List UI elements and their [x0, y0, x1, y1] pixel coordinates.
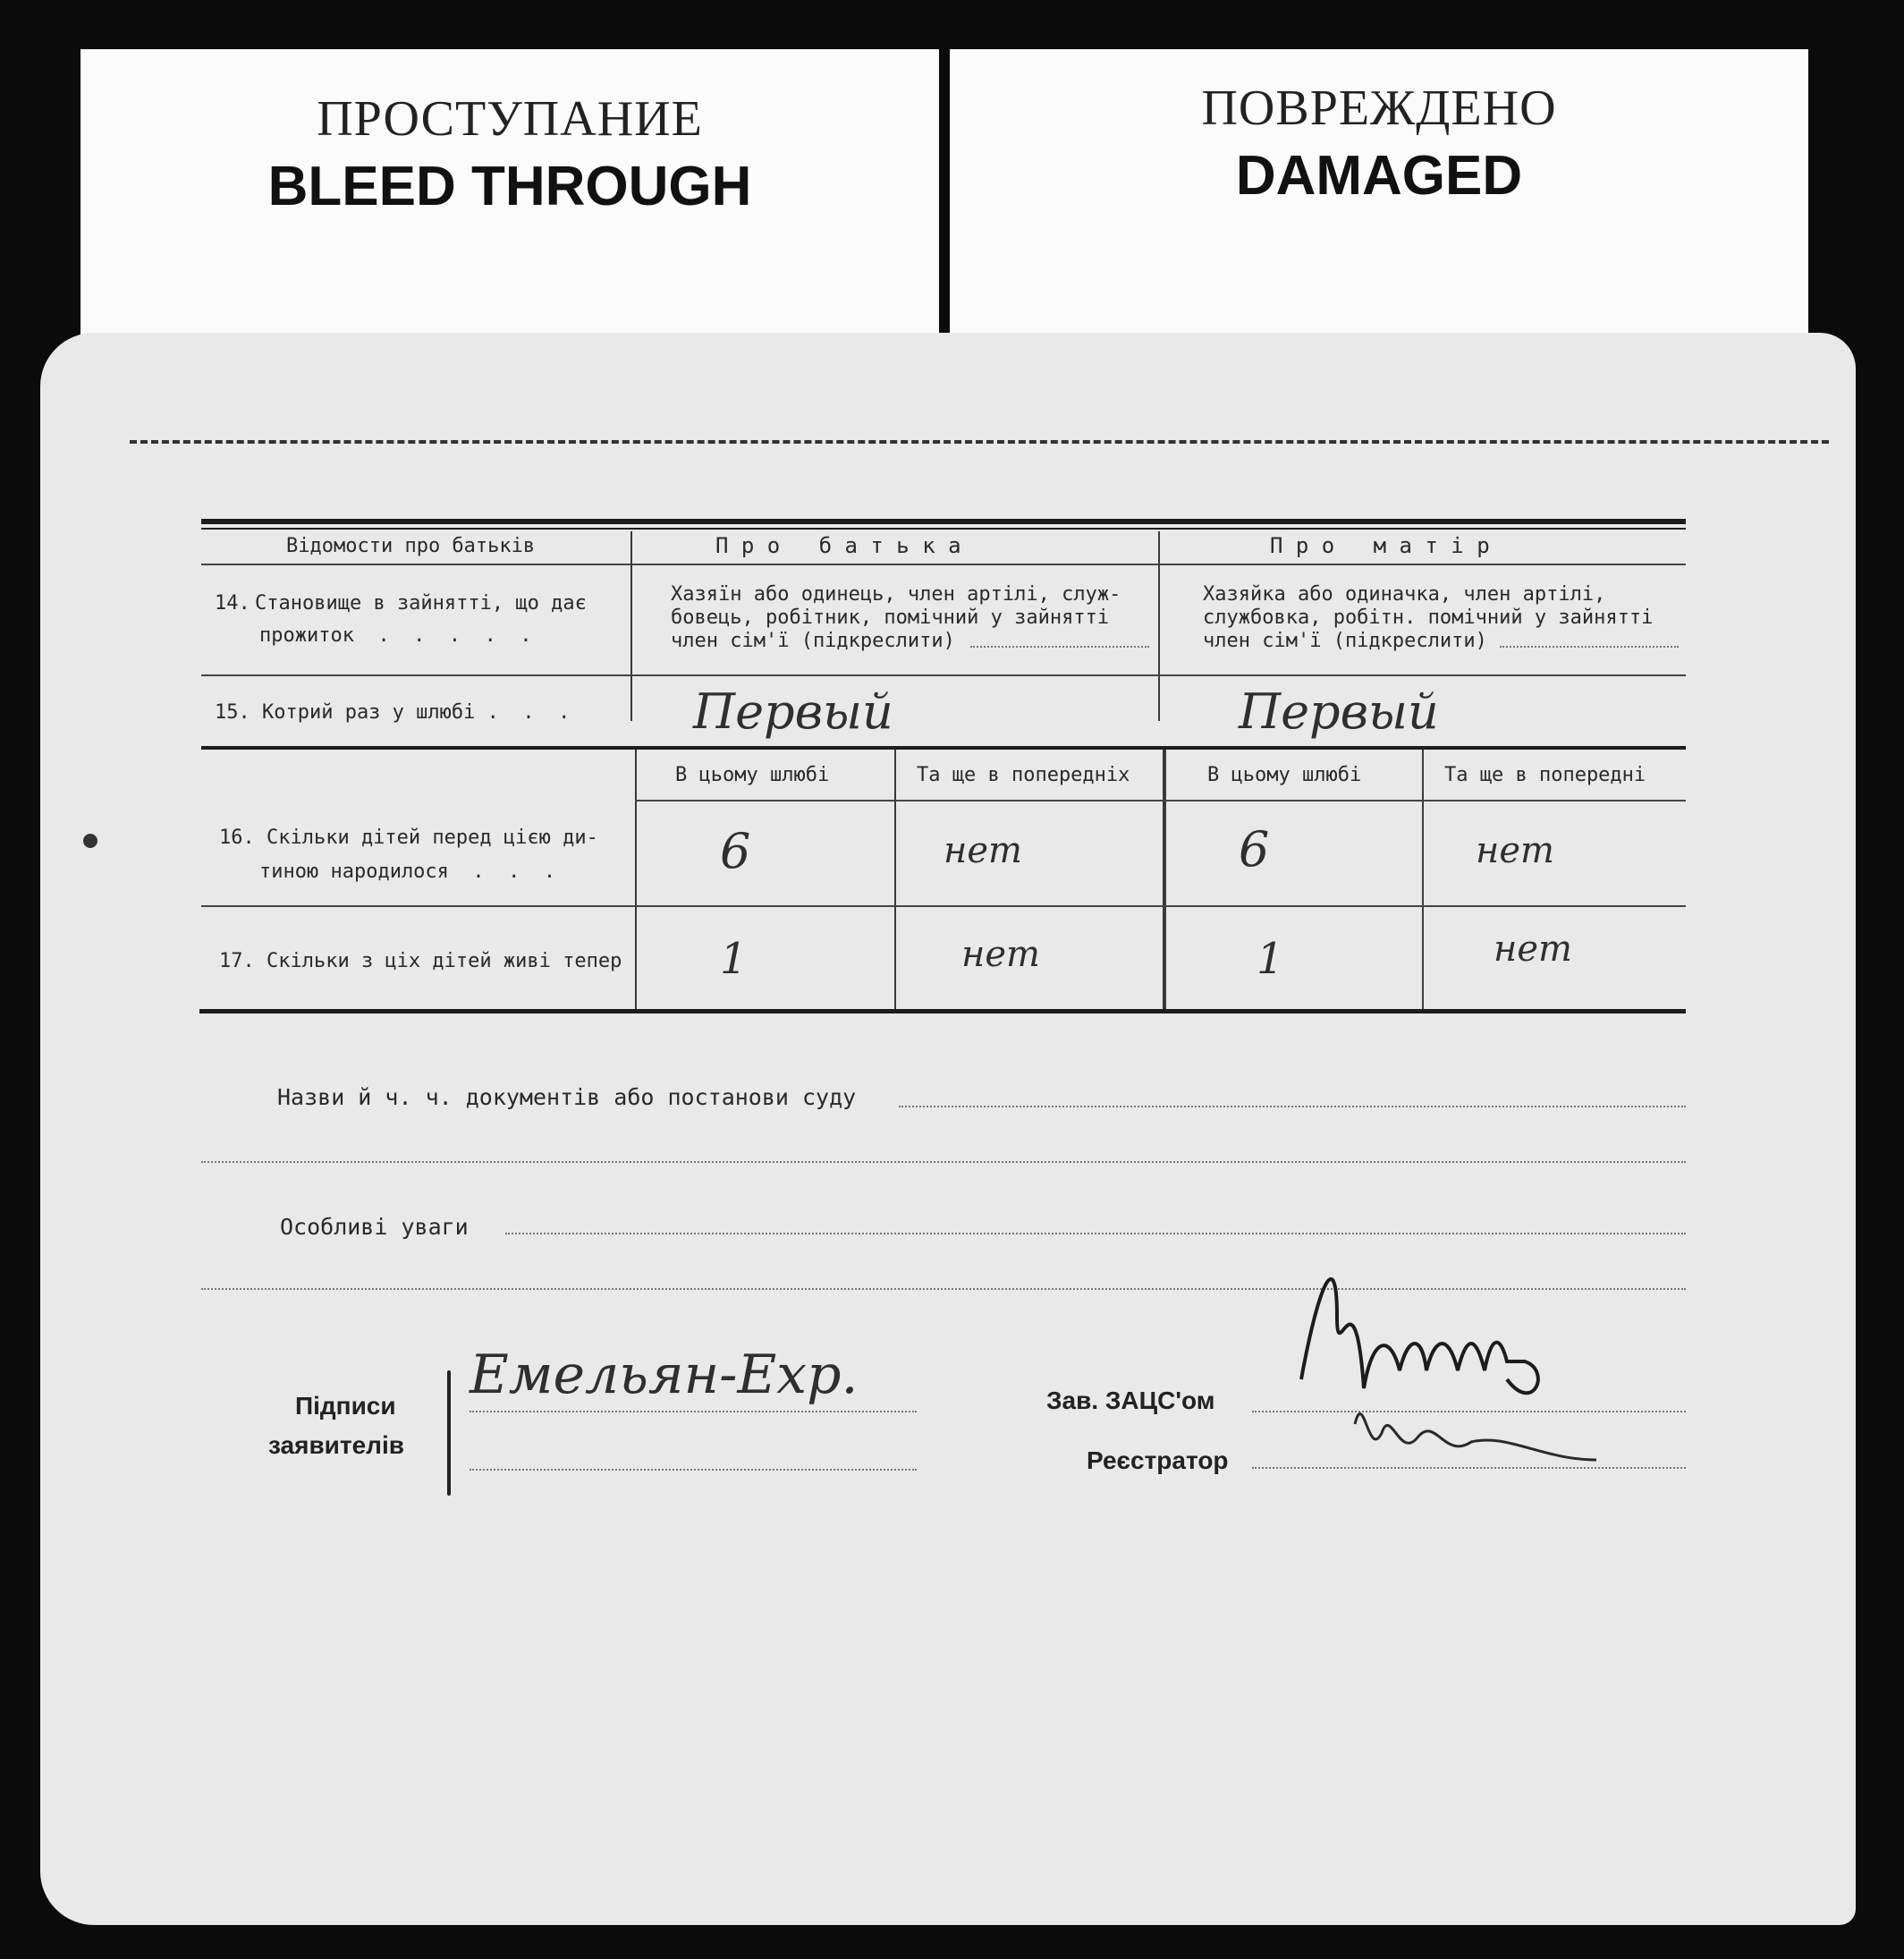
damaged-label-card	[950, 49, 1808, 358]
row16-label-l2: тиною народилося . . .	[259, 861, 556, 883]
applicants-label-l2: заявителів	[268, 1431, 404, 1459]
row16-father-this: 6	[720, 823, 751, 879]
row14-mother-l2: службовка, робітн. помічний у зайнятті	[1203, 606, 1654, 629]
row15-label: 15. Котрий раз у шлюбі . . .	[215, 701, 571, 724]
record-sheet	[40, 333, 1856, 1925]
row16-rule	[201, 905, 1686, 907]
dotted-fill	[1500, 646, 1679, 648]
header-rule	[201, 564, 1686, 565]
registrar-label: Реєстратор	[1087, 1446, 1229, 1474]
head-signature-mark	[1283, 1227, 1605, 1505]
table-top-rule-thin	[201, 528, 1686, 530]
row14-father-l3: член сім'ї (підкреслити)	[671, 630, 955, 652]
row14-num: 14.	[215, 592, 250, 615]
perforation-line	[130, 440, 1829, 444]
documents-label: Назви й ч. ч. документів або постанови суду	[277, 1084, 857, 1110]
applicants-brace	[447, 1370, 451, 1496]
row17-mother-prev: нет	[1494, 929, 1572, 970]
subheader-rule	[635, 800, 1686, 801]
applicants-label-l1: Підписи	[295, 1392, 396, 1420]
row15-rule	[201, 746, 1686, 750]
documents-fill-line	[899, 1106, 1686, 1107]
dotted-fill	[970, 646, 1149, 648]
row16-mother-prev: нет	[1476, 830, 1554, 871]
col-divider	[1422, 750, 1424, 1009]
row15-father-value: Первый	[693, 683, 893, 740]
row17-mother-this: 1	[1257, 934, 1284, 984]
remarks-label: Особливі уваги	[280, 1214, 469, 1240]
applicant-sig-line-1	[470, 1411, 917, 1412]
label-ru-text: ПРОСТУПАНИЕ	[317, 91, 703, 147]
col-divider	[635, 750, 637, 1009]
col-divider	[630, 531, 632, 721]
header-info: Відомости про батьків	[286, 535, 536, 557]
applicant-signature: Емельян-Ехр.	[470, 1344, 859, 1406]
row14-father-l1: Хазяїн або одинець, член артілі, служ-	[671, 583, 1121, 606]
col-divider	[1163, 750, 1166, 1009]
subheader-this-marriage-mother: В цьому шлюбі	[1207, 764, 1362, 786]
table-bottom-rule	[199, 1009, 1686, 1013]
header-mother: П р о м а т і р	[1270, 533, 1490, 558]
row14-mother-l1: Хазяйка або одиначка, член артілі,	[1203, 583, 1606, 606]
col-divider	[1158, 531, 1160, 721]
row15-mother-value: Первый	[1239, 683, 1439, 740]
subheader-previous-mother: Та ще в попередні	[1444, 764, 1646, 786]
col-divider	[894, 750, 896, 1009]
bleed-through-label-card	[80, 49, 939, 358]
row14-label-l1: Становище в зайнятті, що дає	[255, 592, 587, 615]
row17-label: 17. Скільки з ціх дітей живі тепер	[219, 950, 622, 972]
label-en-text: BLEED THROUGH	[267, 156, 752, 217]
header-father: П р о б а т ь к а	[715, 533, 961, 558]
subheader-previous-father: Та ще в попередніх	[917, 764, 1130, 786]
label-ru-text: ПОВРЕЖДЕНО	[1201, 81, 1557, 136]
row14-label-l2: прожиток . . . . .	[259, 624, 532, 647]
subheader-this-marriage-father: В цьому шлюбі	[675, 764, 830, 786]
row17-father-prev: нет	[961, 934, 1040, 975]
documents-fill-line-2	[201, 1161, 1686, 1163]
head-label: Зав. ЗАЦС'ом	[1046, 1387, 1215, 1414]
row14-rule	[201, 674, 1686, 676]
label-en-text: DAMAGED	[1235, 145, 1523, 207]
row16-mother-this: 6	[1239, 821, 1270, 878]
row16-label-l1: 16. Скільки дітей перед цією ди-	[219, 827, 598, 849]
applicant-sig-line-2	[470, 1469, 917, 1471]
row14-father-l2: бовець, робітник, помічний у зайнятті	[671, 606, 1110, 629]
row14-mother-l3: член сім'ї (підкреслити)	[1203, 630, 1487, 652]
row17-father-this: 1	[720, 934, 748, 984]
table-top-rule	[201, 519, 1686, 524]
row16-father-prev: нет	[944, 830, 1022, 871]
hole-mark	[83, 834, 97, 848]
